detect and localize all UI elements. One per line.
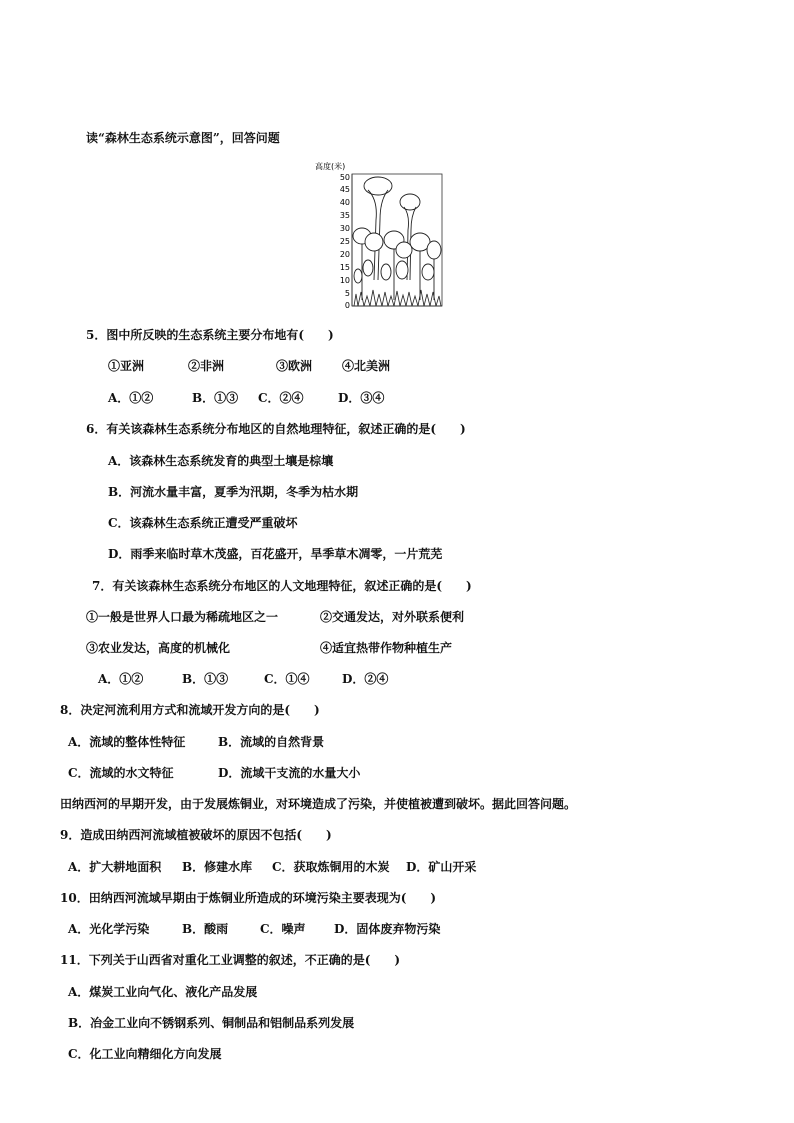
q9-option-c: C．获取炼铜用的木炭	[272, 860, 390, 874]
q5-option-a: A．①②	[108, 391, 154, 405]
tick-label: 30	[339, 224, 350, 233]
tick-label: 5	[344, 289, 350, 298]
q7-option-c: C．①④	[264, 672, 310, 686]
tick-label: 40	[339, 198, 350, 207]
q7-item: ①一般是世界人口最为稀疏地区之一	[86, 610, 279, 624]
q5-option-d: D．③④	[338, 391, 385, 405]
tick-label: 25	[339, 237, 350, 246]
q7-option-a: A．①②	[98, 672, 144, 686]
q10-option-d: D．固体废弃物污染	[334, 922, 441, 936]
q10-option-b: B．酸雨	[182, 922, 229, 936]
q5-item: ②非洲	[188, 359, 225, 373]
forest-ecosystem-figure	[312, 160, 444, 310]
q8-option-a: A．流域的整体性特征	[68, 735, 186, 749]
tick-label: 0	[344, 301, 350, 310]
q9-option-d: D．矿山开采	[406, 860, 477, 874]
tick-label: 50	[339, 173, 350, 182]
q5-option-b: B．①③	[192, 391, 239, 405]
question-9-stem: 9．造成田纳西河流域植被破坏的原因不包括( )	[60, 828, 332, 842]
passage-text: 田纳西河的早期开发，由于发展炼铜业，对环境造成了污染，并使植被遭到破坏。据此回答问题。	[60, 797, 577, 811]
question-11-stem: 11．下列关于山西省对重化工业调整的叙述，不正确的是( )	[60, 953, 401, 967]
intro-text: 读“森林生态系统示意图”，回答问题	[86, 131, 280, 145]
tick-label: 15	[339, 263, 350, 272]
q5-item: ③欧洲	[276, 359, 313, 373]
q5-item: ④北美洲	[342, 359, 391, 373]
q7-item: ②交通发达，对外联系便利	[320, 610, 465, 624]
q7-item: ④适宜热带作物种植生产	[320, 641, 453, 655]
question-5-stem: 5．图中所反映的生态系统主要分布地有( )	[86, 328, 334, 342]
q10-option-a: A．光化学污染	[68, 922, 150, 936]
q8-option-d: D．流域干支流的水量大小	[218, 766, 361, 780]
tick-label: 10	[339, 276, 350, 285]
q11-option-c: C．化工业向精细化方向发展	[68, 1047, 222, 1061]
q6-option-a: A．该森林生态系统发育的典型土壤是棕壤	[108, 454, 334, 468]
q7-item: ③农业发达，高度的机械化	[86, 641, 231, 655]
q6-option-b: B．河流水量丰富，夏季为汛期，冬季为枯水期	[108, 485, 359, 499]
tick-label: 45	[339, 185, 350, 194]
q5-item: ①亚洲	[108, 359, 145, 373]
q11-option-a: A．煤炭工业向气化、液化产品发展	[68, 985, 258, 999]
q7-option-b: B．①③	[182, 672, 229, 686]
q8-option-c: C．流域的水文特征	[68, 766, 174, 780]
q10-option-c: C．噪声	[260, 922, 306, 936]
q6-option-d: D．雨季来临时草木茂盛，百花盛开，旱季草木凋零，一片荒芜	[108, 547, 443, 561]
q9-option-a: A．扩大耕地面积	[68, 860, 162, 874]
question-10-stem: 10．田纳西河流域早期由于炼铜业所造成的环境污染主要表现为( )	[60, 891, 437, 905]
axis-label: 高度(米)	[315, 162, 346, 171]
question-8-stem: 8．决定河流利用方式和流域开发方向的是( )	[60, 703, 320, 717]
question-7-stem: 7．有关该森林生态系统分布地区的人文地理特征，叙述正确的是( )	[92, 579, 472, 593]
q8-option-b: B．流域的自然背景	[218, 735, 325, 749]
q5-option-c: C．②④	[258, 391, 304, 405]
q9-option-b: B．修建水库	[182, 860, 253, 874]
q11-option-b: B．冶金工业向不锈钢系列、铜制品和铝制品系列发展	[68, 1016, 355, 1030]
tick-label: 35	[339, 211, 350, 220]
q7-option-d: D．②④	[342, 672, 389, 686]
question-6-stem: 6．有关该森林生态系统分布地区的自然地理特征，叙述正确的是( )	[86, 422, 466, 436]
q6-option-c: C．该森林生态系统正遭受严重破坏	[108, 516, 298, 530]
tick-label: 20	[339, 250, 350, 259]
